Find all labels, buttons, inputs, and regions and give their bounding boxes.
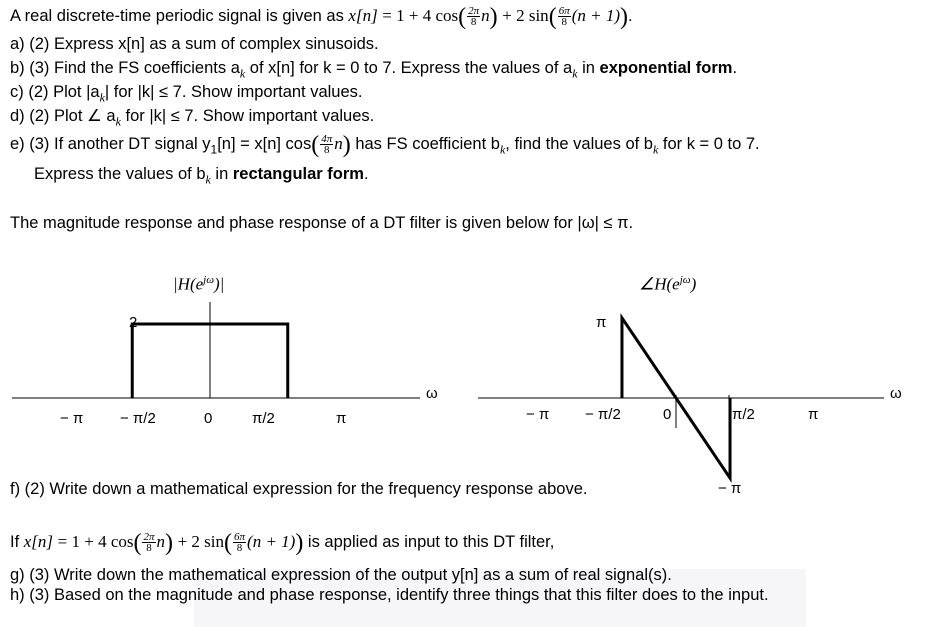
phase-title: $\angle H(e^{j\omega})$	[639, 274, 697, 294]
magnitude-plot	[12, 302, 420, 398]
phase-tick-pi: π	[808, 406, 819, 423]
part-c: c) (2) Plot $|a_k|$ for |k| ≤ 7. Show important values.	[10, 83, 363, 105]
phase-x-axis-label: ω	[890, 385, 902, 402]
magnitude-tick-half-pi: π/2	[252, 410, 275, 427]
problem-statement: A real discrete-time periodic signal is given as x[n] = 1 + 4 cos( $\frac{2\pi}{8}$ n) + 2 sin( $\frac{6\pi}{8}$ (n + 1)).	[10, 4, 633, 30]
fraction-2pi-8: $\frac{2\pi}{8}$	[468, 5, 480, 29]
part-a: a) (2) Express x[n] as a sum of complex sinusoids.	[10, 35, 379, 53]
fraction-6pi-8-second: $\frac{6\pi}{8}$	[234, 531, 246, 555]
filter-intro: The magnitude response and phase response of a DT filter is given below for |ω| ≤ π.	[10, 214, 634, 232]
fraction-6pi-8: $\frac{6\pi}{8}$	[558, 5, 570, 29]
part-f: f) (2) Write down a mathematical expression for the frequency response above.	[10, 480, 588, 498]
magnitude-tick-neg-half-pi: − π/2	[120, 410, 156, 427]
fraction-2pi-8-second: $\frac{2\pi}{8}$	[143, 531, 155, 555]
part-g: g) (3) Write down the mathematical expression of the output y[n] as a sum of real signal(s).	[10, 566, 672, 584]
phase-tick-neg-pi: − π	[526, 406, 550, 423]
phase-y-bottom-label: − π	[718, 480, 742, 497]
phase-tick-half-pi: π/2	[732, 406, 755, 423]
part-h: h) (3) Based on the magnitude and phase response, identify three things that this filter does to the input.	[10, 586, 769, 604]
magnitude-y-label: 2	[129, 314, 138, 331]
phase-plot	[478, 318, 884, 478]
part-e: e) (3) If another DT signal $y_1[n] = x[n]$ cos( $\frac{4\pi}{8}$ n) has FS coefficient $b_k$, find the values of $b_k$ for k = 0 to 7.	[10, 132, 760, 158]
signal-lhs: x[n]	[348, 6, 378, 25]
signal-rhs-a: = 1 + 4 cos	[382, 6, 459, 25]
signal-rhs-b: + 2 sin	[502, 6, 549, 25]
magnitude-tick-pi: π	[336, 410, 347, 427]
magnitude-tick-neg-pi: − π	[60, 410, 84, 427]
fraction-4pi-8: $\frac{4\pi}{8}$	[321, 133, 333, 157]
intro-text: A real discrete-time periodic signal is given as	[10, 7, 344, 25]
part-d: d) (2) Plot ∠ $a_k$ for |k| ≤ 7. Show important values.	[10, 107, 375, 129]
second-signal-statement: If x[n] = 1 + 4 cos( $\frac{2\pi}{8}$ n) + 2 sin( $\frac{6\pi}{8}$ (n + 1)) is applied as input to this DT filter,	[10, 530, 555, 556]
magnitude-tick-zero: 0	[204, 410, 213, 427]
phase-tick-zero: 0	[663, 406, 672, 423]
phase-y-top-label: π	[596, 314, 607, 331]
magnitude-x-axis-label: ω	[426, 385, 438, 402]
part-b: b) (3) Find the FS coefficients $a_k$ of x[n] for k = 0 to 7. Express the values of $a_k$ in exponential form.	[10, 59, 738, 81]
part-e-continued: Express the values of $b_k$ in rectangular form.	[34, 165, 369, 187]
magnitude-title: $|H(e^{j\omega})|$	[173, 274, 225, 294]
phase-tick-neg-half-pi: − π/2	[585, 406, 621, 423]
